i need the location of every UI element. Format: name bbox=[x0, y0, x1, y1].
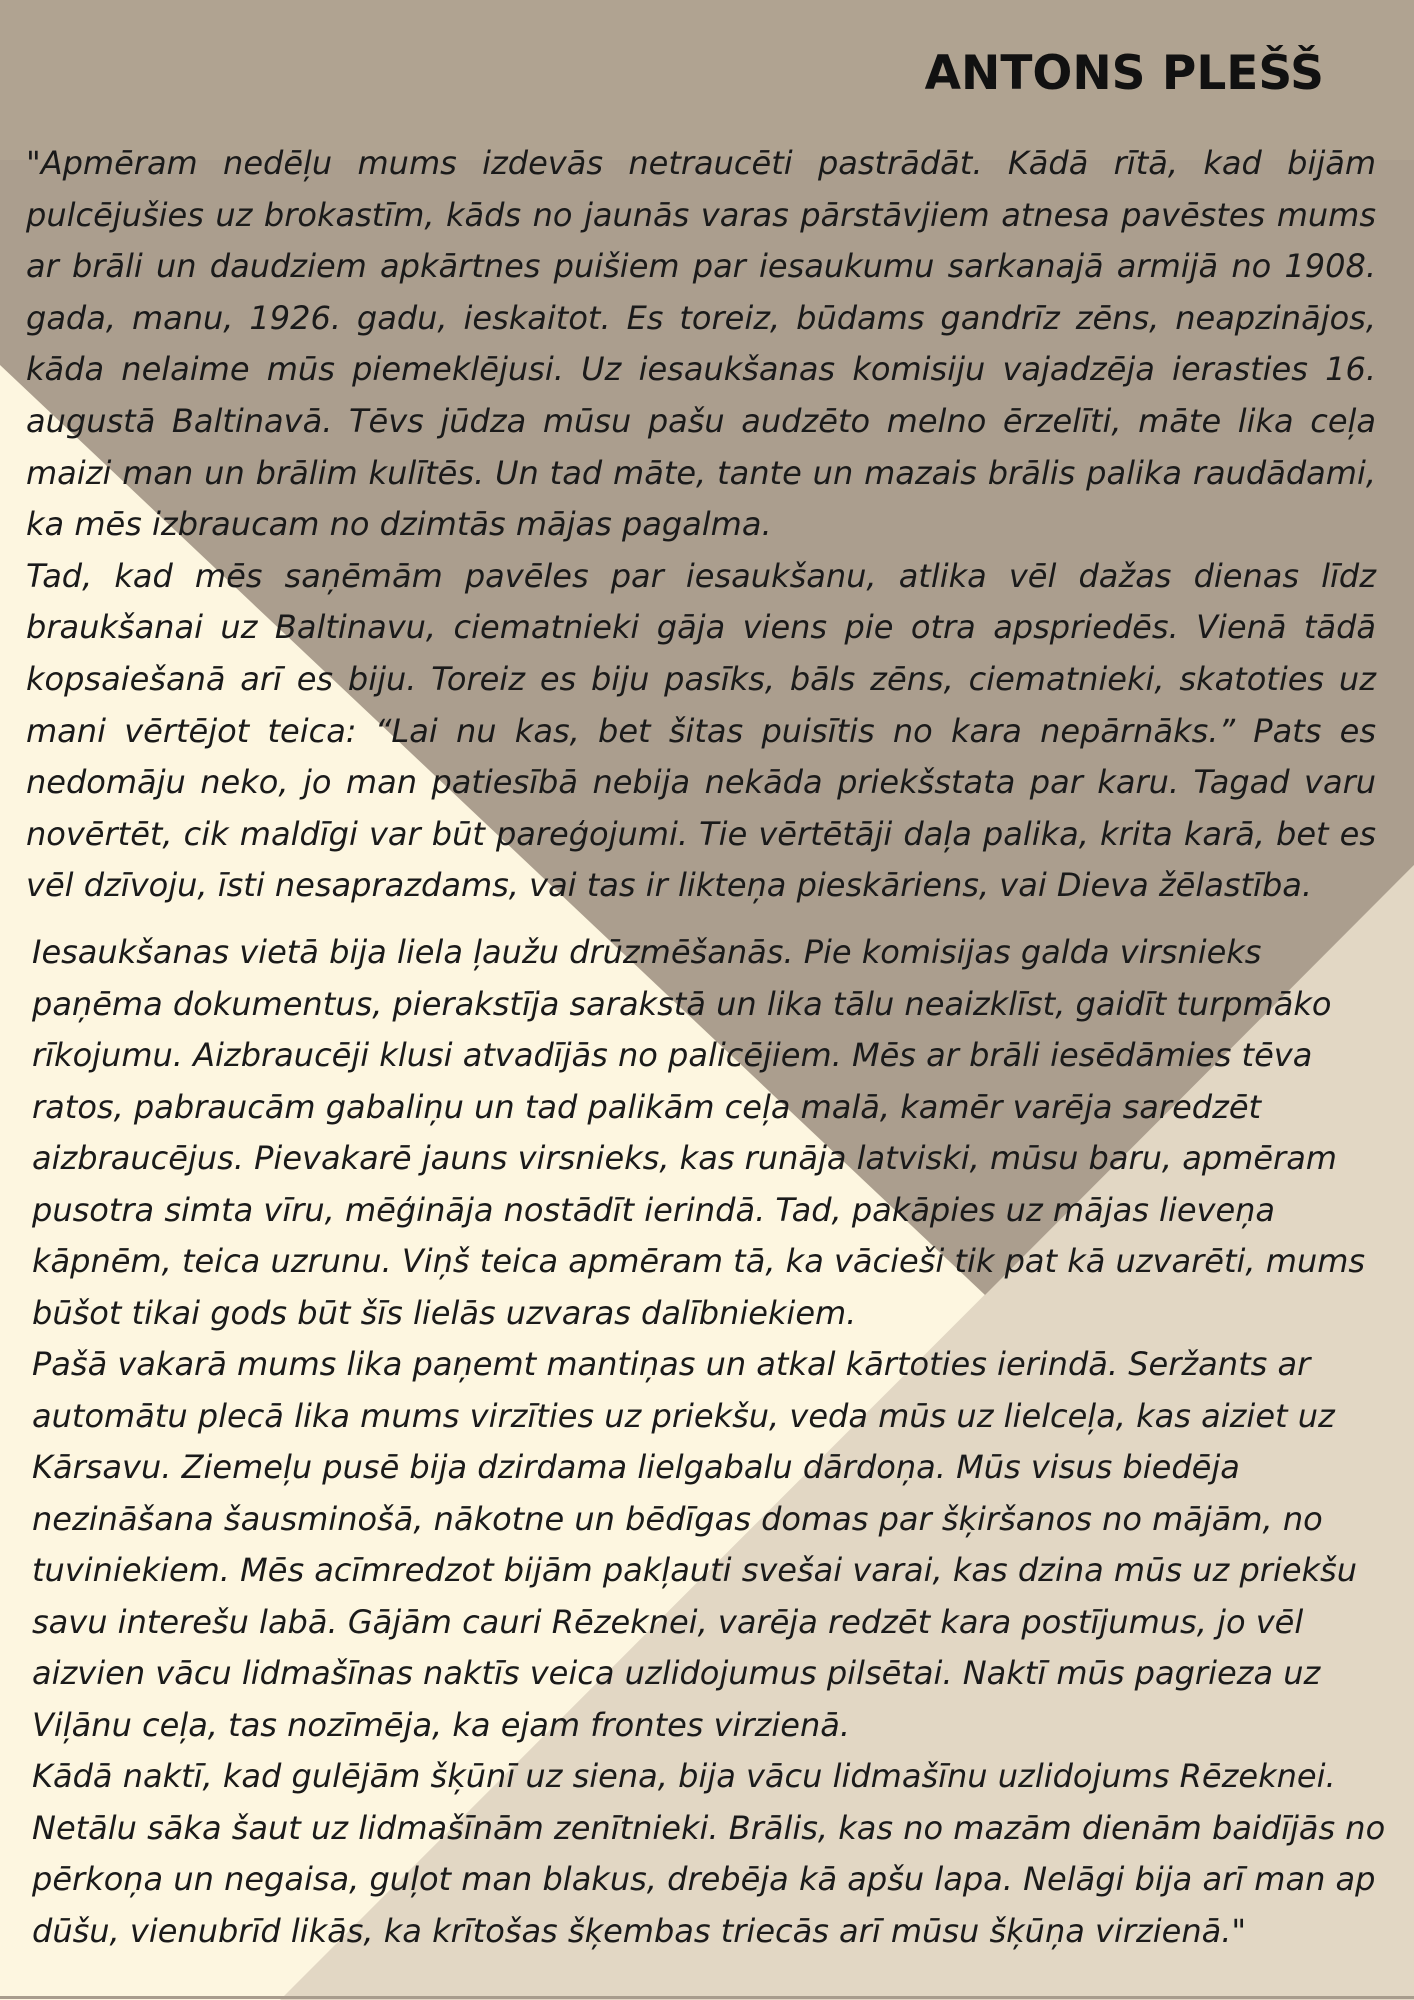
paragraph: Tad, kad mēs saņēmām pavēles par iesaukšanu, atlika vēl dažas dienas līdz braukšanai uz Baltinavu, ciematnieki gāja viens pie otra apspriedēs. Vienā tādā kopsaiešanā arī es biju. Toreiz es biju pasīks, bāls zēns, ciematnieki, skatoties uz mani vērtējot teica: “Lai nu kas, bet šitas puisītis no kara nepārnāks.” Pats es nedomāju neko, jo man patiesībā nebija nekāda priekšstata par karu. Tagad varu novērtēt, cik maldīgi var būt pareģojumi. Tie vērtētāji daļa palika, krita karā, bet es vēl dzīvoju, īsti nesaprazdams, vai tas ir likteņa pieskāriens, vai Dieva žēlastība. bbox=[26, 556, 1376, 905]
paragraph: Pašā vakarā mums lika paņemt mantiņas un atkal kārtoties ierindā. Seržants ar automātu plecā lika mums virzīties uz priekšu, veda mūs uz lielceļa, kas aiziet uz Kārsavu. Ziemeļu pusē bija dzirdama lielgabalu dārdoņa. Mūs visus biedēja nezināšana šausminošā, nākotne un bēdīgas domas par šķiršanos no mājām, no tuviniekiem. Mēs acīmredzot bijām pakļauti svešai varai, kas dzina mūs uz priekšu savu interešu labā. Gājām cauri Rēzeknei, varēja redzēt kara postījumus, jo vēl aizvien vācu lidmašīnas naktīs veica uzlidojumus pilsētai. Naktī mūs pagrieza uz Viļānu ceļa, tas nozīmēja, ka ejam frontes virzienā. bbox=[32, 1345, 1357, 1744]
body-text-section-1 bbox=[26, 138, 1376, 912]
paragraph: Iesaukšanas vietā bija liela ļaužu drūzmēšanās. Pie komisijas galda virsnieks paņēma dokumentus, pierakstīja sarakstā un lika tālu neaizklīst, gaidīt turpmāko rīkojumu. Aizbraucēji klusi atvadījās no palicējiem. Mēs ar brāli iesēdāmies tēva ratos, pabraucām gabaliņu un tad palikām ceļa malā, kamēr varēja saredzēt aizbraucējus. Pievakarē jauns virsnieks, kas runāja latviski, mūsu baru, apmēram pusotra simta vīru, mēģināja nostādīt ierindā. Tad, pakāpies uz mājas lieveņa kāpnēm, teica uzrunu. Viņš teica apmēram tā, ka vācieši tik pat kā uzvarēti, mums būšot tikai gods būt šīs lielās uzvaras dalībniekiem. bbox=[32, 933, 1366, 1332]
page-title: ANTONS PLEŠŠ bbox=[924, 46, 1324, 101]
paragraph: Kādā naktī, kad gulējām šķūnī uz siena, bija vācu lidmašīnu uzlidojums Rēzeknei. Netālu sāka šaut uz lidmašīnām zenītnieki. Brālis, kas no mazām dienām baidījās no pērkoņa un negaisa, guļot man blakus, drebēja kā apšu lapa. Nelāgi bija arī man ap dūšu, vienubrīd likās, ka krītošas šķembas triecās arī mūsu šķūņa virzienā." bbox=[32, 1757, 1386, 1950]
body-text-section-2 bbox=[32, 927, 1387, 1957]
paragraph: "Apmēram nedēļu mums izdevās netraucēti pastrādāt. Kādā rītā, kad bijām pulcējušies uz brokastīm, kāds no jaunās varas pārstāvjiem atnesa pavēstes mums ar brāli un daudziem apkārtnes puišiem par iesaukumu sarkanajā armijā no 1908. gada, manu, 1926. gadu, ieskaitot. Es toreiz, būdams gandrīz zēns, neapzinājos, kāda nelaime mūs piemeklējusi. Uz iesaukšanas komisiju vajadzēja ierasties 16. augustā Baltinavā. Tēvs jūdza mūsu pašu audzēto melno ērzelīti, māte lika ceļa maizi man un brālim kulītēs. Un tad māte, tante un mazais brālis palika raudādami, ka mēs izbraucam no dzimtās mājas pagalma. bbox=[26, 144, 1376, 544]
